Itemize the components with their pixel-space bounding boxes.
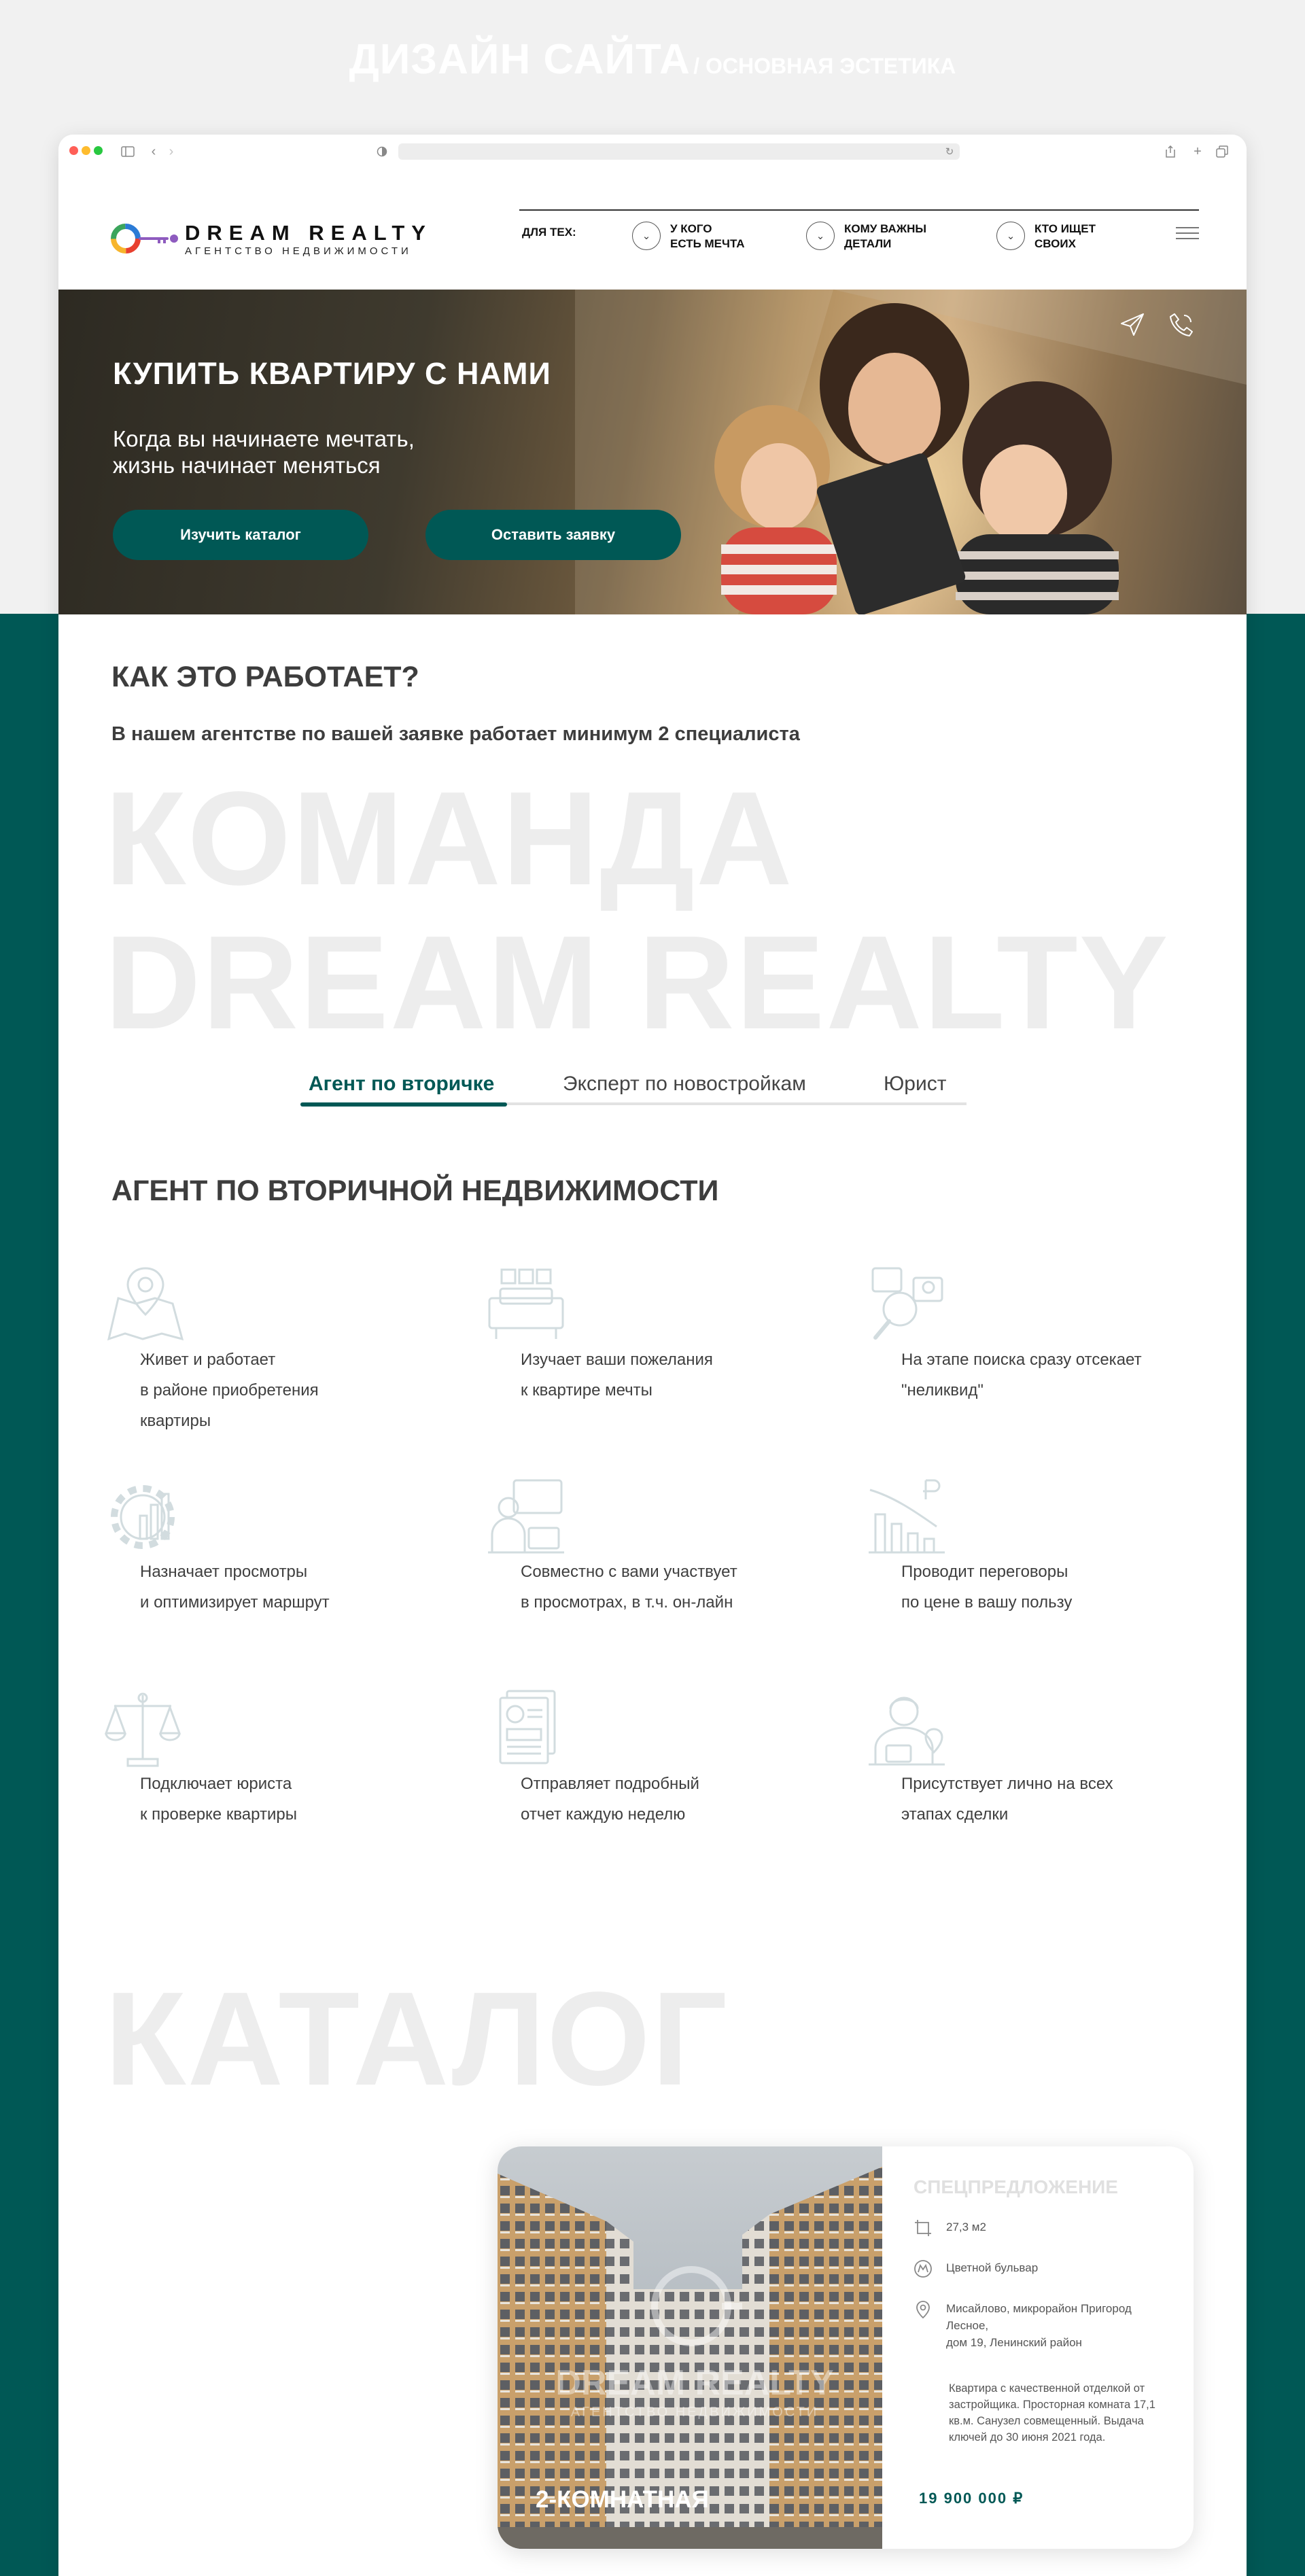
listing-type: 2-КОМНАТНАЯ — [536, 2486, 709, 2513]
feature-text: Совместно с вами участвует в просмотрах, в т.ч. он-лайн — [521, 1563, 737, 1612]
sidebar-icon[interactable] — [118, 143, 137, 160]
listing-address-value: Мисайлово, микрорайон Пригород Лесное, дом 19, Ленинский район — [946, 2302, 1132, 2349]
scales-icon — [105, 1688, 186, 1770]
listing-metro — [914, 2259, 1038, 2278]
audience-item-label: У КОГО ЕСТЬ МЕЧТА — [670, 222, 745, 250]
forward-icon[interactable]: › — [169, 143, 174, 159]
feature-text: Назначает просмотры и оптимизирует маршрут — [140, 1563, 330, 1612]
listing-area-value: 27,3 м2 — [946, 2221, 986, 2233]
hero-banner — [58, 290, 1247, 614]
listing-card[interactable] — [498, 2146, 1194, 2549]
specialist-tabs — [300, 1073, 967, 1105]
catalog-button[interactable]: Изучить каталог — [113, 510, 368, 560]
feature-text: Живет и работает в районе приобретения квартиры — [140, 1351, 319, 1430]
tab-new-build-expert[interactable]: Эксперт по новостройкам — [563, 1073, 806, 1095]
how-it-works-lead: В нашем агентстве по вашей заявке работает минимум 2 специалиста — [111, 723, 800, 745]
audience-item-label: КОМУ ВАЖНЫ ДЕТАЛИ — [844, 222, 927, 250]
listing-metro-value: Цветной бульвар — [946, 2261, 1039, 2274]
apartment-plan-icon — [485, 1264, 567, 1346]
feature-text: Подключает юриста к проверке квартиры — [140, 1775, 297, 1824]
address-bar[interactable] — [398, 143, 960, 160]
team-watermark-line1: КОМАНДА — [105, 764, 794, 913]
presentation-title — [0, 35, 1305, 84]
gear-chart-icon — [105, 1476, 186, 1558]
catalog-watermark: КАТАЛОГ — [105, 1964, 729, 2113]
hero-title: КУПИТЬ КВАРТИРУ С НАМИ — [113, 356, 551, 391]
maximize-window-button[interactable] — [94, 146, 103, 155]
active-tab-indicator — [300, 1102, 507, 1107]
location-pin-icon — [914, 2300, 933, 2319]
agent-location-icon — [866, 1688, 947, 1770]
privacy-icon — [374, 143, 390, 160]
feature-text: Присутствует лично на всех этапах сделки — [901, 1775, 1113, 1824]
special-offer-badge: СПЕЦПРЕДЛОЖЕНИЕ — [914, 2176, 1118, 2197]
chevron-down-icon: ⌄ — [996, 222, 1025, 250]
browser-window — [58, 135, 1247, 2576]
menu-icon[interactable] — [1176, 223, 1199, 243]
chevron-down-icon: ⌄ — [806, 222, 835, 250]
audience-item-dream[interactable] — [632, 222, 745, 251]
presentation-title-sub: / ОСНОВНАЯ ЭСТЕТИКА — [693, 54, 956, 78]
metro-icon — [914, 2259, 933, 2278]
watermark-logo-icon — [640, 2255, 742, 2357]
how-it-works-title: КАК ЭТО РАБОТАЕТ? — [111, 661, 419, 693]
online-meeting-icon — [485, 1476, 567, 1558]
hero-subtitle: Когда вы начинаете мечтать, жизнь начинает меняться — [113, 426, 415, 478]
feature-text: Изучает ваши пожелания к квартире мечты — [521, 1351, 713, 1399]
listing-price: 19 900 000 ₽ — [919, 2490, 1024, 2507]
audience-item-label: КТО ИЩЕТ СВОИХ — [1034, 222, 1096, 250]
report-icon — [485, 1688, 567, 1770]
logo-icon[interactable] — [110, 223, 141, 254]
map-pin-icon — [105, 1264, 186, 1346]
back-icon[interactable]: ‹ — [151, 143, 156, 159]
search-photos-icon — [866, 1264, 947, 1346]
image-watermark: DREAM REALTY — [555, 2363, 834, 2403]
listing-description: Квартира с качественной отделкой от застройщика. Просторная комната 17,1 кв.м. Санузел совмещенный. Выдача ключей до 30 июня 2021 года. — [949, 2382, 1155, 2443]
audience-item-own[interactable] — [996, 222, 1096, 251]
tabs-icon[interactable] — [1214, 143, 1230, 160]
logo-tagline: АГЕНТСТВО НЕДВИЖИМОСТИ — [185, 245, 412, 257]
team-watermark-line2: DREAM REALTY — [105, 908, 1170, 1057]
browser-toolbar — [58, 135, 1247, 169]
feature-text: На этапе поиска сразу отсекает "неликвид" — [901, 1351, 1142, 1399]
minimize-window-button[interactable] — [82, 146, 90, 155]
listing-photo — [498, 2146, 882, 2549]
reload-icon[interactable]: ↻ — [945, 146, 954, 158]
feature-text: Отправляет подробный отчет каждую неделю — [521, 1775, 699, 1824]
presentation-title-main: ДИЗАЙН САЙТА — [349, 36, 691, 83]
audience-label: ДЛЯ ТЕХ: — [522, 226, 576, 239]
request-button[interactable]: Оставить заявку — [425, 510, 681, 560]
phone-icon[interactable] — [1168, 311, 1195, 338]
send-icon[interactable] — [1119, 311, 1146, 338]
logo-name[interactable]: DREAM REALTY — [185, 221, 432, 245]
site-header — [58, 169, 1247, 290]
header-divider — [519, 209, 1199, 211]
new-tab-icon[interactable]: + — [1194, 143, 1202, 159]
chevron-down-icon: ⌄ — [632, 222, 661, 250]
feature-text: Проводит переговоры по цене в вашу пользу — [901, 1563, 1073, 1612]
listing-address — [914, 2300, 1165, 2351]
audience-item-details[interactable] — [806, 222, 926, 251]
logo-key-icon — [139, 234, 179, 243]
tab-secondary-agent[interactable]: Агент по вторичке — [309, 1073, 495, 1095]
close-window-button[interactable] — [69, 146, 78, 155]
area-icon — [914, 2218, 933, 2238]
agent-section-title: АГЕНТ ПО ВТОРИЧНОЙ НЕДВИЖИМОСТИ — [111, 1174, 719, 1207]
listing-area — [914, 2218, 986, 2238]
tab-lawyer[interactable]: Юрист — [884, 1073, 947, 1095]
image-watermark-sub: АГЕНТСТВО НЕДВИЖИМОСТИ — [570, 2405, 819, 2420]
price-decline-icon — [866, 1476, 947, 1558]
share-icon[interactable] — [1162, 143, 1179, 160]
